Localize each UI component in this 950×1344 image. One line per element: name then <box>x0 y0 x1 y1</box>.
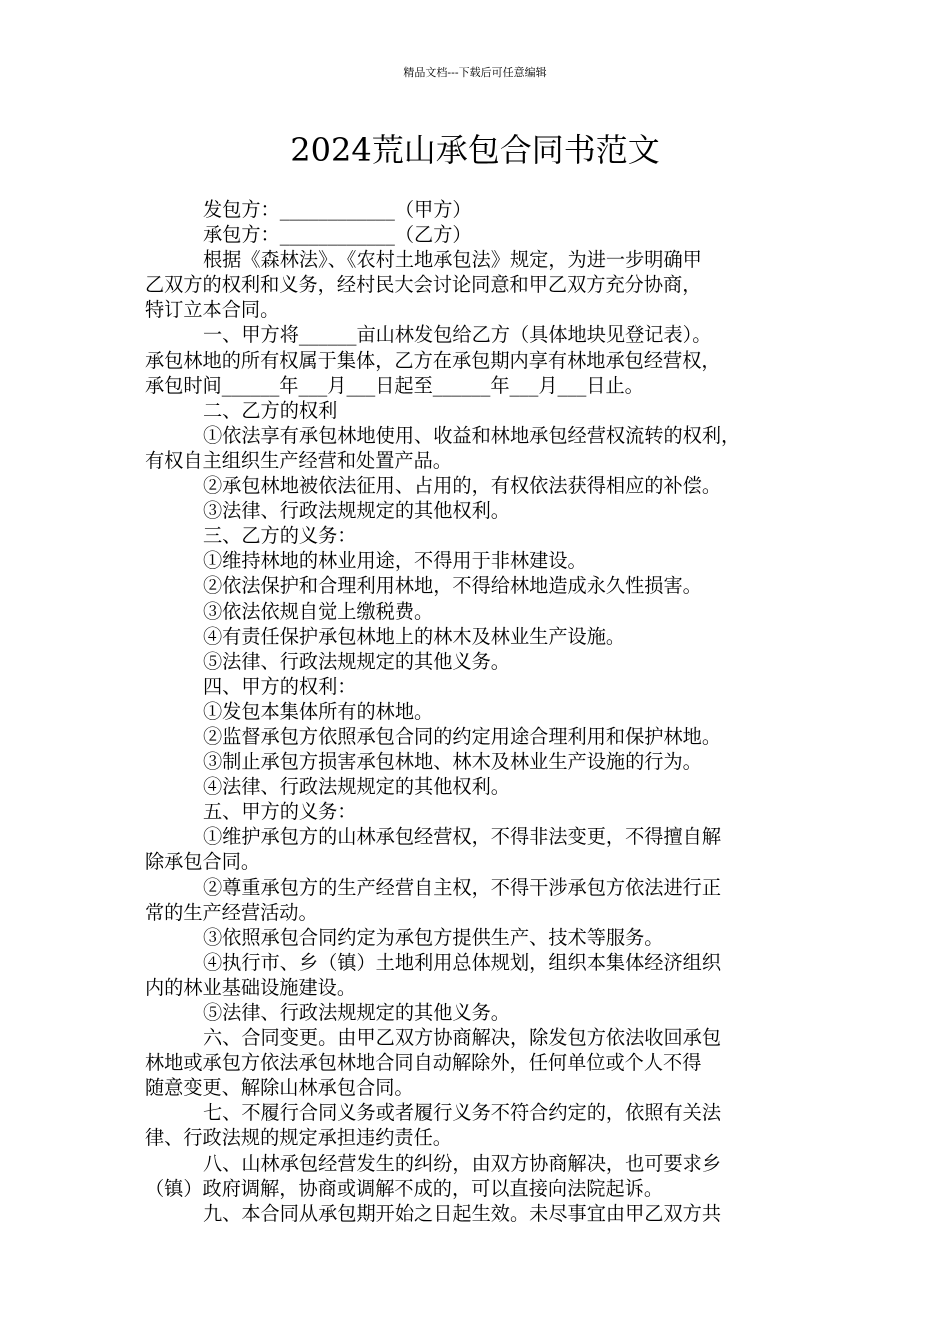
body-line: 律、行政法规的规定承担违约责任。 <box>145 1126 452 1150</box>
body-line: ④法律、行政法规规定的其他权利。 <box>203 775 510 799</box>
body-line: 三、乙方的义务： <box>203 524 357 548</box>
body-line: 一、甲方将______亩山林发包给乙方（具体地块见登记表）。 <box>203 323 712 347</box>
body-line: 承包林地的所有权属于集体，乙方在承包期内享有林地承包经营权， <box>145 348 721 372</box>
document-body <box>145 197 809 1226</box>
body-line: 九、本合同从承包期开始之日起生效。未尽事宜由甲乙双方共 <box>203 1201 722 1225</box>
body-line: 特订立本合同。 <box>145 298 280 322</box>
body-line: 七、不履行合同义务或者履行义务不符合约定的，依照有关法 <box>203 1101 722 1125</box>
body-line: 乙双方的权利和义务，经村民大会讨论同意和甲乙双方充分协商， <box>145 273 702 297</box>
body-line: ④执行市、乡（镇）土地利用总体规划，组织本集体经济组织 <box>203 950 722 974</box>
body-line: 除承包合同。 <box>145 850 261 874</box>
body-line: ③依法依规自觉上缴税费。 <box>203 599 434 623</box>
body-line: ②依法保护和合理利用林地，不得给林地造成永久性损害。 <box>203 574 702 598</box>
body-line: 二、乙方的权利 <box>203 398 338 422</box>
body-line: 八、山林承包经营发生的纠纷，由双方协商解决，也可要求乡 <box>203 1151 722 1175</box>
body-line: 有权自主组织生产经营和处置产品。 <box>145 448 452 472</box>
body-line: ①维持林地的林业用途，不得用于非林建设。 <box>203 549 587 573</box>
body-line: 发包方：____________（甲方） <box>203 198 472 221</box>
body-line: （镇）政府调解，协商或调解不成的，可以直接向法院起诉。 <box>145 1176 664 1200</box>
page-header-note: 精品文档---下载后可任意编辑 <box>403 66 547 79</box>
body-line: ①维护承包方的山林承包经营权，不得非法变更，不得擅自解 <box>203 825 722 849</box>
document-title: 2024荒山承包合同书范文 <box>290 131 660 169</box>
body-line: ②承包林地被依法征用、占用的，有权依法获得相应的补偿。 <box>203 474 722 498</box>
body-line: ④有责任保护承包林地上的林木及林业生产设施。 <box>203 624 626 648</box>
body-line: 根据《森林法》、《农村土地承包法》规定，为进一步明确甲 <box>203 248 702 272</box>
body-line: 承包方：____________（乙方） <box>203 223 472 247</box>
body-line: ⑤法律、行政法规规定的其他义务。 <box>203 1001 510 1024</box>
body-line: ②监督承包方依照承包合同的约定用途合理利用和保护林地。 <box>203 724 722 748</box>
body-line: 随意变更、解除山林承包合同。 <box>145 1076 414 1100</box>
body-line: ①发包本集体所有的林地。 <box>203 699 434 723</box>
body-line: 五、甲方的义务： <box>203 800 357 824</box>
body-line: ①依法享有承包林地使用、收益和林地承包经营权流转的权利， <box>203 423 741 447</box>
body-line: ②尊重承包方的生产经营自主权，不得干涉承包方依法进行正 <box>203 875 722 899</box>
body-line: ③制止承包方损害承包林地、林木及林业生产设施的行为。 <box>203 750 702 774</box>
body-line: ③法律、行政法规规定的其他权利。 <box>203 499 510 523</box>
body-line: 常的生产经营活动。 <box>145 900 318 924</box>
body-line: ⑤法律、行政法规规定的其他义务。 <box>203 649 510 673</box>
body-line: 六、合同变更。由甲乙双方协商解决，除发包方依法收回承包 <box>203 1026 722 1050</box>
body-line: 四、甲方的权利： <box>203 674 357 698</box>
body-line: 承包时间______年___月___日起至______年___月___日止。 <box>145 373 644 397</box>
body-line: 内的林业基础设施建设。 <box>145 975 357 999</box>
body-line: ③依照承包合同约定为承包方提供生产、技术等服务。 <box>203 925 664 949</box>
body-line: 林地或承包方依法承包林地合同自动解除外，任何单位或个人不得 <box>145 1051 702 1075</box>
